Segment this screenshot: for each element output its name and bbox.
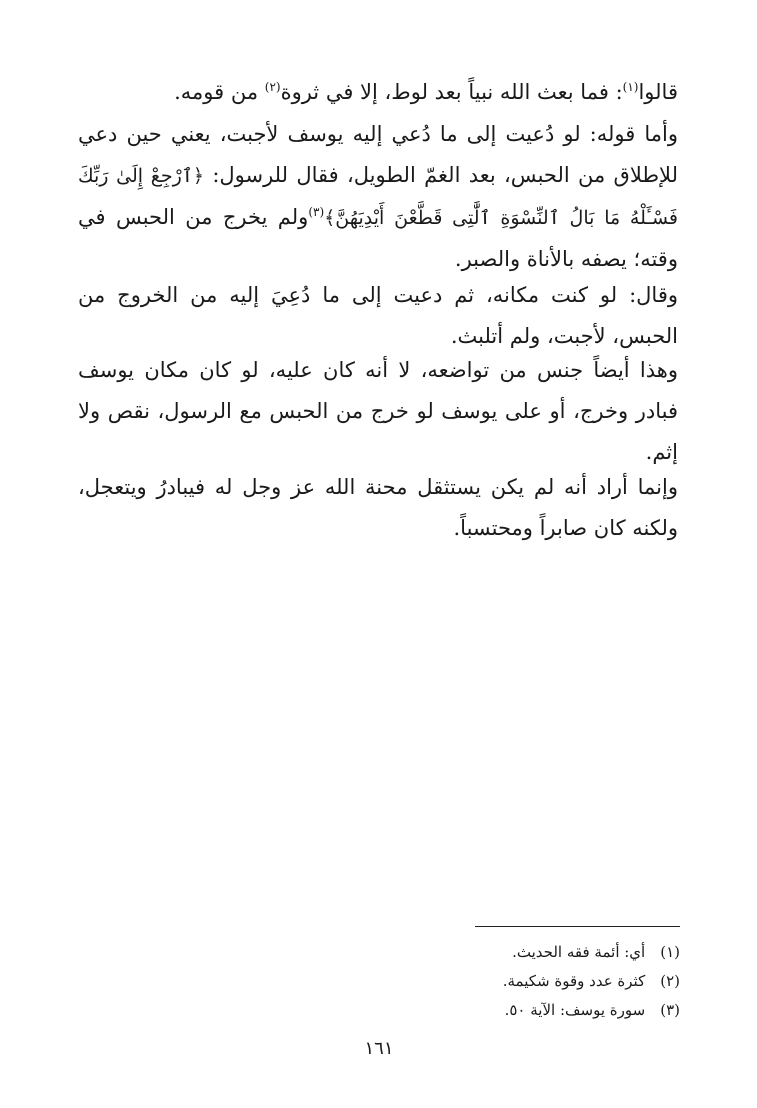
paragraph-3: وقال: لو كنت مكانه، ثم دعيت إلى ما دُعِيَ إليه من الخروج من الحبس، لأجبت، ولم أتلبث. [78, 283, 678, 348]
paragraph-1-text-b: : فما بعث الله نبياً بعد لوط، إلا في ثروة [280, 80, 623, 104]
book-page [78, 0, 680, 1108]
footnote-ref-2: (٢) [264, 80, 281, 94]
footnote-1-number: (١) [660, 943, 680, 961]
footnote-2-text: كثرة عدد وقوة شكيمة. [502, 972, 646, 990]
paragraph-2-text-a: وأما قوله: لو دُعيت إلى ما دُعي إليه يوسف لأجبت، يعني حين دعي للإطلاق من الحبس، بعد الغمّ الطويل، فقال للرسول: [78, 122, 678, 187]
footnote-ref-1: (١) [622, 80, 639, 94]
footnote-divider [475, 926, 680, 927]
page-number: ١٦١ [364, 1038, 394, 1059]
footnote-ref-3: (٣) [308, 205, 325, 219]
footnote-3 [260, 996, 680, 1025]
quran-verse: ﴿ٱرْجِعْ إِلَىٰ رَبِّكَ فَسْـَٔلْهُ مَا بَالُ ٱلنِّسْوَةِ ٱلَّٰتِى قَطَّعْنَ أَيْدِيَهُنَّ﴾ [78, 165, 678, 229]
paragraph-1-text-a: قالوا [638, 80, 678, 104]
footnotes [260, 938, 680, 1025]
footnote-2-number: (٢) [660, 972, 680, 990]
paragraph-1-text-c: من قومه. [174, 80, 265, 104]
paragraph-1 [78, 72, 678, 113]
footnote-1-text: أي: أئمة فقه الحديث. [512, 943, 646, 961]
paragraph-2 [78, 114, 678, 280]
footnote-3-number: (٣) [660, 1001, 680, 1019]
paragraph-4: وهذا أيضاً جنس من تواضعه، لا أنه كان عليه، لو كان مكان يوسف فبادر وخرج، أو على يوسف لو خرج من الحبس مع الرسول، نقص ولا إثم. [78, 358, 678, 464]
footnote-2 [260, 967, 680, 996]
footnote-1 [260, 938, 680, 967]
paragraph-5: وإنما أراد أنه لم يكن يستثقل محنة الله عز وجل له فيبادرُ ويتعجل، ولكنه كان صابراً ومحتسباً. [78, 475, 678, 540]
paragraph-2-text-b: ولم يخرج من الحبس في وقته؛ يصفه بالأناة والصبر. [78, 205, 678, 271]
footnote-3-text: سورة يوسف: الآية ٥٠. [504, 1001, 646, 1019]
